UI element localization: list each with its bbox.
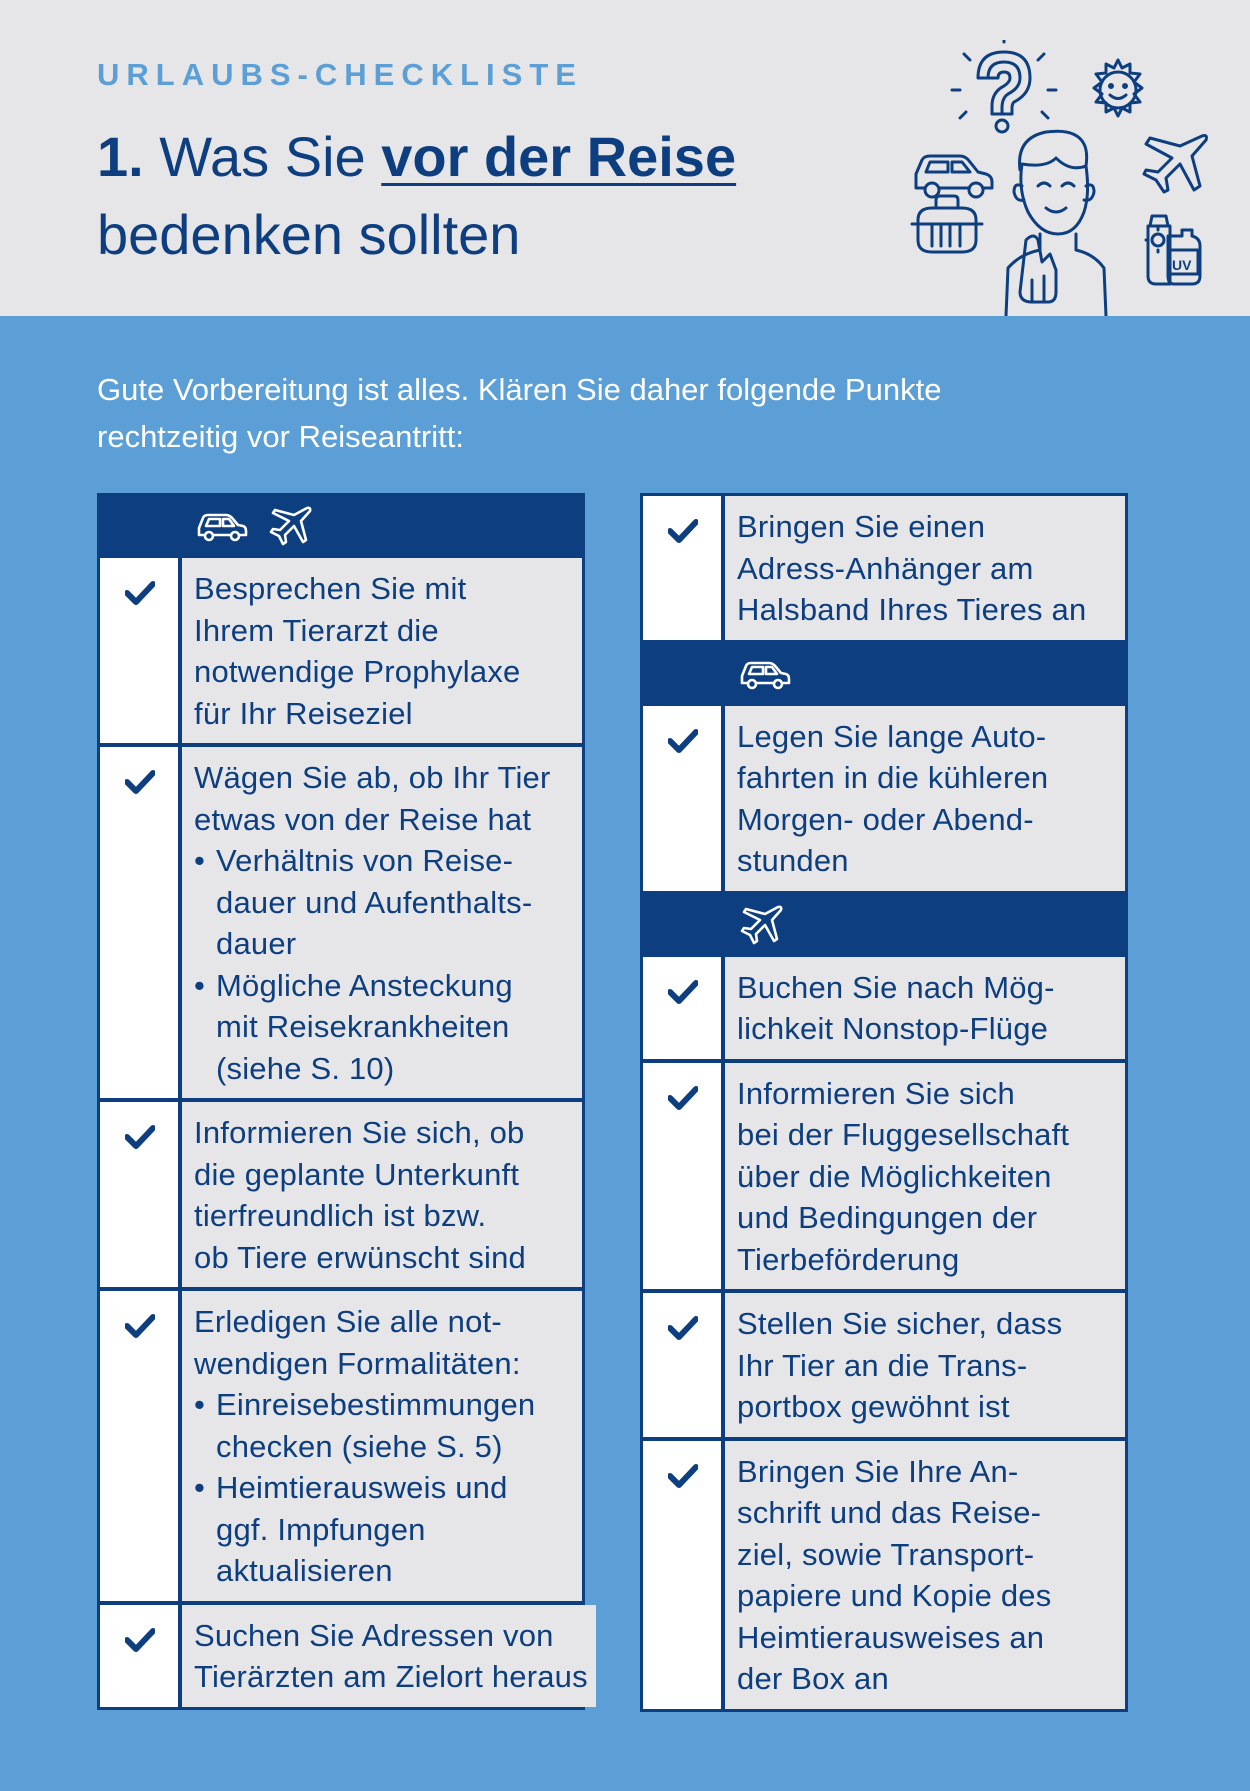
bullet-text-line: checken (siehe S. 5) <box>216 1428 503 1464</box>
item-text-line: papiere und Kopie des <box>737 1578 1052 1613</box>
checklist-item-text <box>182 558 582 743</box>
right-checklist <box>640 493 1128 1712</box>
item-text-line: Besprechen Sie mit <box>194 571 467 606</box>
intro-line: rechtzeitig vor Reiseantritt: <box>97 419 464 454</box>
checklist-item-text <box>725 496 1125 640</box>
item-text-line: portbox gewöhnt ist <box>737 1389 1010 1424</box>
item-text-line: Legen Sie lange Auto- <box>737 718 1047 754</box>
item-text-line: Buchen Sie nach Mög- <box>737 969 1055 1005</box>
bullet-text-line: ggf. Impfungen <box>216 1511 426 1547</box>
checkbox[interactable] <box>100 1605 178 1707</box>
checkbox[interactable] <box>643 496 721 640</box>
item-text-line: lichkeit Nonstop-Flüge <box>737 1011 1049 1046</box>
sun-icon <box>1094 60 1142 116</box>
checkmark-icon <box>125 1628 155 1652</box>
question-mark-icon <box>952 40 1056 132</box>
car-icon <box>196 512 248 542</box>
item-text-line: für Ihr Reiseziel <box>194 695 413 731</box>
item-text-line: Heimtierausweises an <box>737 1619 1045 1655</box>
checkmark-icon <box>668 1086 698 1110</box>
bullet-text-line: dauer <box>216 926 297 961</box>
checklist-item-text <box>182 1102 582 1287</box>
pet-carrier-icon <box>912 196 982 252</box>
item-text-line: die geplante Unterkunft <box>194 1156 520 1192</box>
item-text-line: fahrten in die kühleren <box>737 760 1049 795</box>
checkbox[interactable] <box>100 1291 178 1601</box>
left-checklist <box>97 493 588 1710</box>
checkmark-icon <box>125 1314 155 1338</box>
bullet-text-line: mit Reisekrankheiten <box>216 1009 510 1044</box>
item-text-line: stunden <box>737 843 849 878</box>
checkbox[interactable] <box>100 747 178 1098</box>
airplane-icon <box>739 905 783 945</box>
plane-section-header <box>643 895 1125 953</box>
checklist-item <box>100 558 582 743</box>
checkmark-icon <box>668 980 698 1004</box>
item-text-line: wendigen Formalitäten: <box>194 1345 521 1381</box>
item-text-line: Adress-Anhänger am <box>737 550 1034 586</box>
checklist-item-text <box>725 706 1125 891</box>
item-text-line: Informieren Sie sich, ob <box>194 1115 525 1150</box>
item-text-line: Suchen Sie Adressen von <box>194 1617 554 1653</box>
left-section-header <box>100 496 582 554</box>
header-band <box>0 0 1250 316</box>
item-text-line: Bringen Sie einen <box>737 509 986 544</box>
checklist-item <box>100 1291 582 1601</box>
checkbox[interactable] <box>643 1063 721 1290</box>
item-text-line: notwendige Prophylaxe <box>194 654 521 689</box>
item-text-line: Morgen- oder Abend- <box>737 801 1034 837</box>
item-text-line: bei der Fluggesellschaft <box>737 1117 1070 1152</box>
airplane-icon <box>268 506 312 546</box>
bullet-text-line: • Mögliche Ansteckung <box>194 965 574 1007</box>
checkmark-icon <box>125 581 155 605</box>
checklist-item <box>643 496 1125 640</box>
bullet-text-line: • Heimtierausweis und <box>194 1467 574 1509</box>
checklist-item <box>643 1063 1125 1290</box>
item-text-line: Bringen Sie Ihre An- <box>737 1453 1019 1489</box>
checklist-item-text <box>182 1605 596 1707</box>
checkbox[interactable] <box>643 957 721 1059</box>
item-text-line: Halsband Ihres Tieres an <box>737 592 1087 627</box>
checkbox[interactable] <box>643 706 721 891</box>
item-text-line: schrift und das Reise- <box>737 1495 1042 1530</box>
checkbox[interactable] <box>100 558 178 743</box>
checkbox[interactable] <box>643 1441 721 1709</box>
checklist-item-text <box>182 1291 582 1601</box>
checkbox[interactable] <box>643 1293 721 1437</box>
bullet-text-line: • Einreisebestimmungen <box>194 1384 574 1426</box>
page-title <box>97 118 736 274</box>
title-pre: Was Sie <box>159 125 366 188</box>
item-text-line: über die Möglichkeiten <box>737 1158 1052 1194</box>
checklist-item <box>100 1102 582 1287</box>
item-text-line: und Bedingungen der <box>737 1200 1038 1235</box>
checklist-item <box>643 1441 1125 1709</box>
car-icon <box>916 156 992 197</box>
checkbox[interactable] <box>100 1102 178 1287</box>
intro-line: Gute Vorbereitung ist alles. Klären Sie daher folgende Punkte <box>97 372 942 407</box>
checkmark-icon <box>668 729 698 753</box>
checklist-item <box>100 1605 588 1707</box>
item-text-line: Ihr Tier an die Trans- <box>737 1347 1028 1383</box>
checklist-item-text <box>725 1293 1125 1437</box>
item-text-line: Erledigen Sie alle not- <box>194 1304 502 1339</box>
car-icon <box>739 660 791 690</box>
item-text-line: etwas von der Reise hat <box>194 801 532 837</box>
checklist-item <box>100 747 582 1098</box>
title-line2: bedenken sollten <box>97 203 521 266</box>
thinking-person-icon <box>1006 131 1106 316</box>
intro-text <box>97 366 1157 460</box>
checkmark-icon <box>668 519 698 543</box>
bullet-text-line: • Verhältnis von Reise- <box>194 840 574 882</box>
checklist-item-text <box>725 1063 1125 1290</box>
bullet-text-line: aktualisieren <box>216 1553 393 1588</box>
item-text-line: der Box an <box>737 1661 889 1696</box>
checklist-item-text <box>725 1441 1125 1709</box>
checklist-item <box>643 1293 1125 1437</box>
checkmark-icon <box>668 1316 698 1340</box>
item-text-line: Tierbeförderung <box>737 1241 960 1277</box>
item-text-line: ob Tiere erwünscht sind <box>194 1239 526 1275</box>
item-text-line: tierfreundlich ist bzw. <box>194 1198 487 1233</box>
car-section-header <box>643 644 1125 702</box>
checkmark-icon <box>668 1464 698 1488</box>
item-text-line: Stellen Sie sicher, dass <box>737 1306 1063 1341</box>
item-text-line: Tierärzten am Zielort heraus <box>194 1659 588 1694</box>
uv-label: UV <box>1172 257 1192 273</box>
checklist-item <box>643 706 1125 891</box>
sunscreen-uv-icon <box>1146 216 1200 284</box>
checklist-item-text <box>182 747 582 1098</box>
checkmark-icon <box>125 1125 155 1149</box>
item-text-line: Ihrem Tierarzt die <box>194 612 439 648</box>
bullet-text-line: (siehe S. 10) <box>216 1050 395 1086</box>
left-checklist-rows <box>100 496 588 1707</box>
title-emphasis: vor der Reise <box>381 125 737 188</box>
travel-illustration <box>900 40 1220 316</box>
bullet-text-line: dauer und Aufenthalts- <box>216 884 533 920</box>
checklist-item <box>643 957 1125 1059</box>
checklist-item-text <box>725 957 1125 1059</box>
title-number: 1. <box>97 125 144 188</box>
right-checklist-rows <box>643 496 1125 1709</box>
checklist-kicker: URLAUBS-CHECKLISTE <box>97 57 583 92</box>
item-text-line: Wägen Sie ab, ob Ihr Tier <box>194 760 551 795</box>
checkmark-icon <box>125 770 155 794</box>
item-text-line: ziel, sowie Transport- <box>737 1536 1035 1572</box>
item-text-line: Informieren Sie sich <box>737 1075 1015 1111</box>
airplane-icon <box>1144 136 1207 193</box>
